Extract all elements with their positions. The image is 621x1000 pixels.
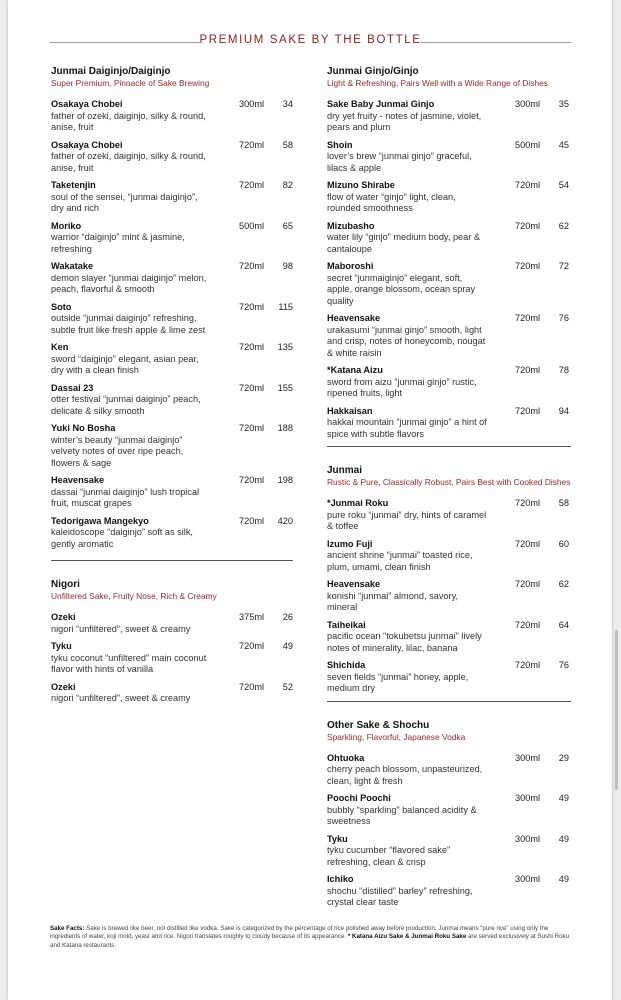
- footnote-label: Sake Facts:: [50, 925, 85, 932]
- item-description: ancient shrine “junmai” toasted rice, plum, umami, clean finish: [327, 550, 473, 572]
- item-size: 300ml: [515, 874, 541, 884]
- menu-item: [51, 261, 293, 296]
- item-price: 62: [558, 579, 569, 589]
- item-description: nigori “unfiltered”, sweet & creamy: [51, 693, 191, 703]
- item-price: 115: [278, 301, 293, 312]
- item-description: father of ozeki, daiginjo, silky & round, anise, fruit: [51, 151, 206, 173]
- item-size: 720ml: [239, 342, 265, 352]
- menu-item: [327, 99, 571, 134]
- item-description: sword from aizu “junmai ginjo” rustic, ripened fruits, light: [327, 376, 477, 398]
- item-name: Maboroshi: [327, 261, 374, 271]
- item-size: 720ml: [515, 660, 541, 670]
- menu-item: [327, 753, 571, 788]
- item-name: Wakatake: [51, 261, 94, 271]
- item-name: Hakkaisan: [327, 405, 373, 416]
- item-price: 98: [282, 261, 293, 271]
- item-description: pacific ocean “tokubetsu junmai” lively notes of minerality, lilac, banana: [327, 631, 482, 653]
- item-size: 720ml: [239, 139, 265, 150]
- item-name: Heavensake: [327, 579, 381, 589]
- item-size: 500ml: [239, 220, 265, 231]
- item-size: 720ml: [515, 498, 541, 508]
- item-name: Izumo Fuji: [327, 538, 373, 549]
- item-name: Tyku: [327, 833, 348, 844]
- item-size: 720ml: [239, 301, 265, 312]
- item-name: Tyku: [51, 641, 72, 651]
- item-size: 720ml: [515, 313, 541, 323]
- item-size: 720ml: [239, 681, 265, 692]
- menu-item: [327, 793, 571, 828]
- footnote-tail: are served exclusively at Sushi Roku and Katana restaurants.: [50, 933, 570, 949]
- footnote-text: Sake is brewed like beer, not distilled like vodka. Sake is categorized by the percentage of rice polished away before production. Junmai means “pure rice” using only the ingredients of water, koji mold, yeast and rice. Nigori translates roughly to cloudy because of its appearance.: [50, 925, 549, 941]
- section-subtitle: Super Premium, Pinnacle of Sake Brewing: [51, 78, 210, 88]
- item-size: 720ml: [239, 382, 265, 393]
- item-name: Ken: [51, 342, 69, 352]
- section-title: Junmai Ginjo/Ginjo: [327, 66, 419, 77]
- menu-item: [327, 498, 571, 533]
- menu-item: [327, 261, 571, 307]
- item-size: 720ml: [239, 180, 265, 190]
- section-ginjo: [327, 66, 571, 440]
- item-size: 720ml: [515, 220, 541, 231]
- section-title: Junmai: [327, 465, 363, 476]
- item-size: 300ml: [515, 793, 541, 803]
- item-description: soul of the sensei, “junmai daiginjo”, dry and rich: [51, 191, 198, 213]
- item-price: 58: [282, 139, 293, 150]
- item-price: 65: [282, 220, 293, 231]
- item-description: dassai “junmai daiginjo” lush tropical fruit, muscat grapes: [51, 486, 200, 508]
- menu-item: [327, 834, 571, 869]
- item-name: Taketenjin: [51, 180, 96, 190]
- item-price: 49: [558, 874, 569, 884]
- item-name: Ichiko: [327, 874, 354, 884]
- item-size: 300ml: [515, 833, 541, 844]
- menu-item: [51, 682, 293, 705]
- item-name: Soto: [51, 301, 72, 312]
- item-price: 49: [282, 641, 293, 651]
- menu-item: [51, 641, 293, 676]
- item-description: lover’s brew “junmai ginjo” graceful, lilacs & apple: [327, 151, 472, 173]
- item-price: 188: [277, 423, 293, 433]
- item-price: 29: [558, 752, 569, 763]
- menu-item: [327, 180, 571, 215]
- menu-item: [51, 140, 293, 175]
- item-name: Ozeki: [51, 681, 76, 692]
- item-price: 420: [277, 515, 293, 526]
- item-price: 49: [558, 833, 569, 844]
- section-divider: [51, 560, 293, 561]
- item-price: 34: [282, 99, 293, 109]
- menu-item: [51, 342, 293, 377]
- item-name: Tedorigawa Mangekyo: [51, 515, 149, 526]
- section-subtitle: Rustic & Pure, Classically Robust, Pairs Best with Cooked Dishes: [327, 477, 571, 487]
- item-description: secret “junmaiginjo” elegant, soft, apple, orange blossom, ocean spray quality: [327, 272, 476, 306]
- section-junmai: [327, 465, 571, 695]
- item-name: Taiheikai: [327, 619, 366, 630]
- section-subtitle: Unfiltered Sake, Fruity Nose, Rich & Creamy: [51, 591, 217, 601]
- item-size: 720ml: [239, 261, 265, 271]
- item-description: sword “daiginjo” elegant, asian pear, dry with a clean finish: [51, 353, 199, 375]
- menu-item: [327, 365, 571, 400]
- item-size: 720ml: [515, 180, 541, 190]
- menu-item: [327, 620, 571, 655]
- item-name: Mizuno Shirabe: [327, 180, 395, 190]
- item-name: Dassai 23: [51, 382, 94, 393]
- item-price: 26: [282, 612, 293, 622]
- right-column: [327, 66, 571, 915]
- sake-facts-footnote: [50, 925, 572, 950]
- item-name: Mizubasho: [327, 220, 375, 231]
- item-price: 58: [558, 498, 569, 508]
- item-size: 300ml: [515, 752, 541, 763]
- item-description: cherry peach blossom, unpasteurized, clean, light & fresh: [327, 764, 483, 786]
- section-title: Nigori: [51, 579, 80, 590]
- menu-item: [327, 660, 571, 695]
- item-description: winter’s beauty “junmai daiginjo” velvety notes of over ripe peach, flowers & sage: [51, 434, 184, 468]
- menu-item: [327, 406, 571, 441]
- item-description: konishi “junmai” almond, savory, mineral: [327, 590, 459, 612]
- item-price: 94: [558, 405, 569, 416]
- item-description: shochu “distilled” barley” refreshing, crystal clear taste: [327, 885, 473, 907]
- item-description: pure roku “junmai” dry, hints of caramel & toffee: [327, 509, 487, 531]
- item-size: 720ml: [515, 405, 541, 416]
- item-description: bubbly “sparkling” balanced acidity & sweetness: [327, 804, 477, 826]
- item-description: dry yet fruity - notes of jasmine, violet, pears and plum: [327, 110, 482, 132]
- item-name: Heavensake: [51, 475, 105, 485]
- item-price: 49: [558, 793, 569, 803]
- section-divider: [327, 701, 571, 702]
- menu-item: [51, 180, 293, 215]
- item-size: 300ml: [515, 99, 541, 109]
- item-name: Shoin: [327, 139, 353, 150]
- item-price: 198: [277, 475, 293, 485]
- item-description: father of ozeki, daiginjo, silky & round, anise, fruit: [51, 110, 206, 132]
- item-size: 720ml: [515, 579, 541, 589]
- item-price: 76: [558, 313, 569, 323]
- menu-item: [51, 221, 293, 256]
- footnote-bold: * Katana Aizu Sake & Junmai Roku Sake: [347, 933, 467, 941]
- item-size: 720ml: [239, 515, 265, 526]
- menu-item: [327, 539, 571, 574]
- item-description: water lily “ginjo” medium body, pear & cantaloupe: [327, 232, 481, 254]
- item-name: Moriko: [51, 220, 82, 231]
- menu-item: [51, 99, 293, 134]
- item-description: kaleidoscope “daiginjo” soft as silk, gently aromatic: [51, 527, 193, 549]
- item-price: 72: [558, 261, 569, 271]
- item-description: urakasumi “junmai ginjo” smooth, light and crisp, notes of honeycomb, nougat & white raisin: [327, 324, 486, 358]
- menu-item: [51, 383, 293, 418]
- item-description: tyku coconut “unfiltered” main coconut flavor with hints of vanilla: [51, 652, 207, 674]
- item-price: 60: [558, 538, 569, 549]
- item-name: Osakaya Chobei: [51, 139, 123, 150]
- menu-item: [327, 874, 571, 909]
- item-name: Ohtuoka: [327, 752, 365, 763]
- section-other: [327, 720, 571, 909]
- item-size: 720ml: [515, 619, 541, 630]
- item-size: 300ml: [239, 99, 265, 109]
- section-divider: [327, 446, 571, 447]
- item-description: hakkai mountain “junmai ginjo” a hint of spice with subtle flavors: [327, 417, 487, 439]
- item-description: seven fields “junmai” honey, apple, medium dry: [327, 671, 469, 693]
- item-price: 52: [282, 681, 293, 692]
- item-size: 720ml: [239, 423, 265, 433]
- menu-item: [51, 475, 293, 510]
- item-size: 500ml: [515, 139, 541, 150]
- section-title: Other Sake & Shochu: [327, 719, 430, 731]
- item-price: 62: [558, 220, 569, 231]
- section-subtitle: Sparkling, Flavorful, Japanese Vodka: [327, 731, 466, 742]
- item-description: demon slayer “junmai daiginjo” melon, peach, flavorful & smooth: [51, 272, 207, 294]
- item-description: warrior “daiginjo” mint & jasmine, refreshing: [51, 232, 185, 254]
- menu-item: [51, 423, 293, 469]
- item-price: 82: [282, 180, 293, 190]
- menu-item: [327, 140, 571, 175]
- item-name: *Katana Aizu: [327, 365, 383, 375]
- item-size: 720ml: [515, 538, 541, 549]
- menu-item: [51, 516, 293, 551]
- section-nigori: [51, 579, 293, 705]
- section-daiginjo: [51, 66, 293, 550]
- item-name: Shichida: [327, 660, 366, 670]
- item-price: 54: [558, 180, 569, 190]
- item-price: 64: [558, 619, 569, 630]
- section-subtitle: Light & Refreshing, Pairs Well with a Wide Range of Dishes: [327, 78, 548, 88]
- item-price: 76: [558, 660, 569, 670]
- item-size: 375ml: [239, 612, 265, 622]
- page-title: PREMIUM SAKE BY THE BOTTLE: [199, 34, 422, 46]
- item-name: Yuki No Bosha: [51, 423, 116, 433]
- menu-item: [327, 579, 571, 614]
- item-size: 720ml: [515, 261, 541, 271]
- item-name: *Junmai Roku: [327, 498, 389, 508]
- item-name: Osakaya Chobei: [51, 99, 123, 109]
- item-size: 720ml: [239, 475, 265, 485]
- item-size: 720ml: [239, 641, 265, 651]
- item-description: nigori “unfiltered”, sweet & creamy: [51, 623, 191, 634]
- item-description: flow of water “ginjo” light, clean, rounded smoothness: [327, 191, 456, 213]
- menu-item: [327, 313, 571, 359]
- item-price: 135: [277, 342, 293, 352]
- item-description: otter festival “junmai daiginjo” peach, delicate & silky smooth: [51, 394, 201, 416]
- scrollbar[interactable]: [615, 630, 618, 790]
- item-size: 720ml: [515, 365, 541, 375]
- item-name: Ozeki: [51, 612, 76, 622]
- menu-item: [51, 302, 293, 337]
- item-price: 78: [558, 365, 569, 375]
- menu-item: [51, 612, 293, 635]
- item-name: Heavensake: [327, 313, 381, 323]
- item-price: 35: [558, 99, 569, 109]
- item-description: outside “junmai daiginjo” refreshing, subtle fruit like fresh apple & lime zest: [51, 313, 206, 335]
- item-price: 45: [558, 139, 569, 150]
- item-name: Sake Baby Junmai Ginjo: [327, 99, 435, 109]
- left-column: [51, 66, 293, 711]
- section-title: Junmai Daiginjo/Daiginjo: [51, 66, 171, 77]
- menu-item: [327, 221, 571, 256]
- item-name: Poochi Poochi: [327, 793, 391, 803]
- item-description: tyku cucumber “flavored sake” refreshing, clean & crisp: [327, 845, 451, 867]
- item-price: 155: [277, 382, 293, 393]
